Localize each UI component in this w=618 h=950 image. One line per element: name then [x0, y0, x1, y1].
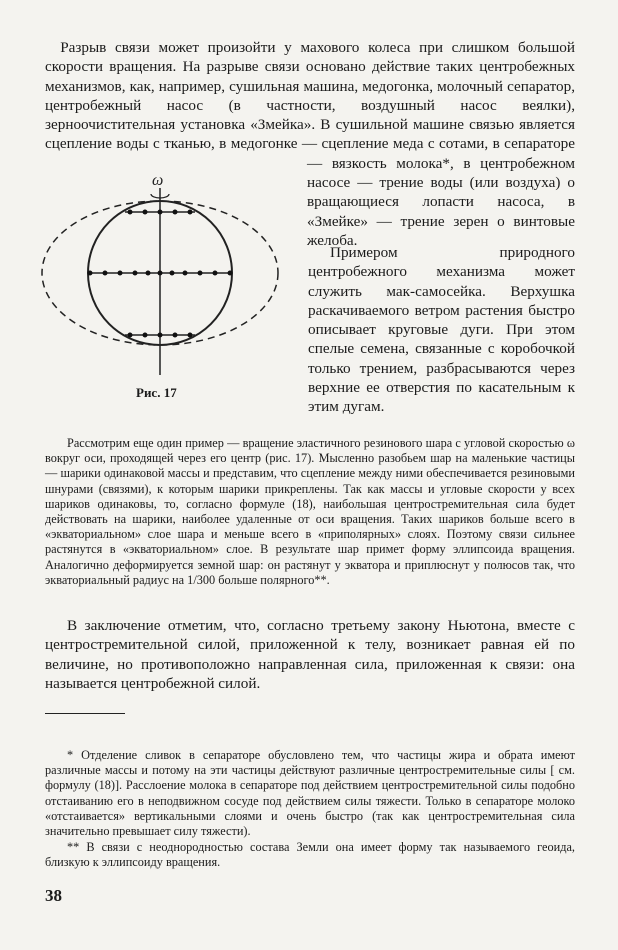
paragraph-conclusion: В заключение отметим, что, согласно третьему закону Ньютона, вместе с центростремительной силой, приложенной к телу, возникает равная ей по величине, но противоположно направленная сила, приложенная к связи: она называется центробежной силой.	[45, 617, 575, 692]
omega-label: ω	[152, 172, 164, 189]
paragraph-rubber-ball: Рассмотрим еще один пример — вращение эластичного резинового шара с угловой скоростью ω вокруг оси, проходящей через его центр (рис. 17). Мысленно разобьем шар на маленькие частицы — шарики одинаковой массы и представим, что сцепление между ними обеспечивается резиновыми шнурами (связями), к которым шарики прикреплены. Так как массы и угловые скорости у всех шариков одинаковы, то, согласно формуле (18), наибольшая центростремительная сила будет действовать на шарики, наиболее удаленные от оси вращения. Таких шариков больше всего в «экваториальном» слое шара и меньше всего в «приполярных» слоях. Поэтому связи сильнее растянутся в «экваториальном» слое. В результате шар примет форму эллипсоида вращения. Аналогично деформируется земной шар: он растянут у экватора и приплюснут у полюсов так, что экваториальный радиус на 1/300 больше полярного**.	[45, 436, 575, 587]
figure-caption: Рис. 17	[136, 385, 177, 400]
footnote-1: * Отделение сливок в сепараторе обусловлено тем, что частицы жира и обрата имеют различные массы и потому на эти частицы действуют различные центростремительные силы [ см. формулу (18)]. Расслоение молока в сепараторе под действием центростремительной силы подобно отстаиванию его в неподвижном сосуде под действием силы тяжести. Только в сепараторе молоко «отстаивается» вертикальными слоями и очень быстро (так как центростремительная сила значительно превышает силу тяжести).	[45, 748, 575, 839]
page-number: 38	[45, 886, 62, 905]
footnote-2: ** В связи с неоднородностью состава Земли она имеет форму так называемого геоида, близкую к эллипсоиду вращения.	[45, 840, 575, 870]
paragraph-poppy: Примером природного центробежного механизма может служить мак-самосейка. Верхушка раскачиваемого ветром растения быстро описывает круговые дуги. При этом спелые семена, связанные с коробочкой только трением, разбрасываются через верхние ее отверстия по касательным к этим дугам.	[308, 244, 575, 416]
footnote-separator	[45, 713, 125, 714]
paragraph-intro: Разрыв связи может произойти у махового колеса при слишком большой скорости вращения. На разрыве связи основано действие таких центробежных механизмов, как, например, сушильная машина, медогонка, молочный сепаратор, центробежный насос (в частности, воздушный насос веялки), зерноочистительная установка «Змейка». В сушильной машине связью является сцепление воды с тканью, в медогонке — сцепление меда с сотами, в сепараторе — вязкость молока*, в центробежном насосе — трение воды (или воздуха) о вращающиеся лопасти насоса, в «Змейке» — трение зерен о винтовые желоба.	[45, 39, 575, 249]
figure-17-diagram	[30, 170, 290, 385]
